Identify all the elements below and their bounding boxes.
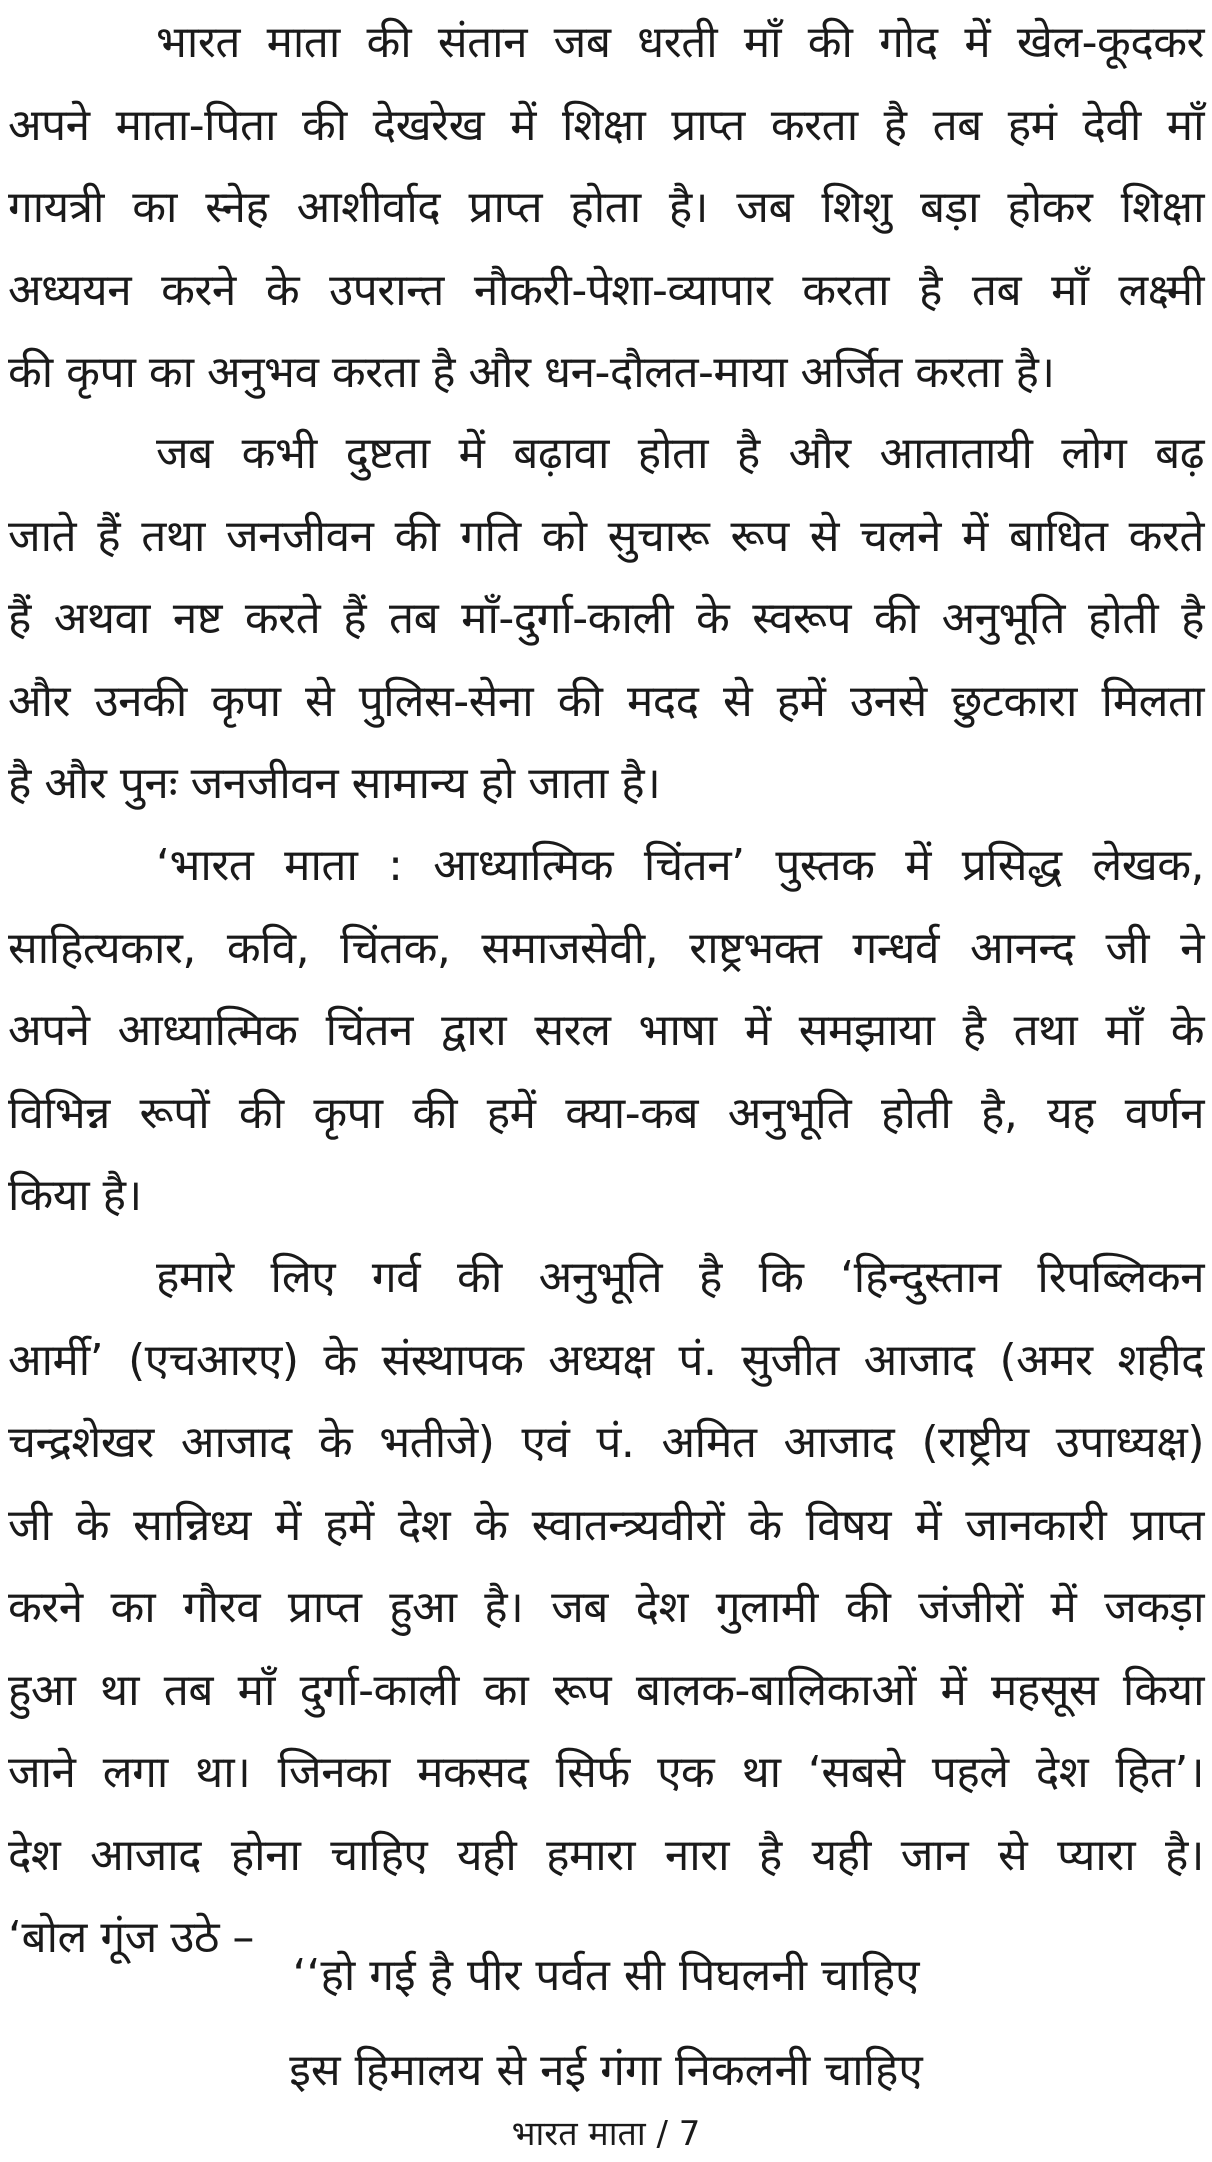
text-line: भारत माता की संतान जब धरती माँ की गोद में खेल-कूदकर bbox=[156, 17, 1204, 68]
paragraph-4 bbox=[8, 1237, 1204, 1980]
text-line: अपने आध्यात्मिक चिंतन द्वारा सरल भाषा में समझाया है तथा माँ के bbox=[8, 1005, 1204, 1056]
verse-line-1: ‘‘हो गई है पीर पर्वत सी पिघलनी चाहिए bbox=[292, 1950, 920, 2001]
text-line: की कृपा का अनुभव करता है और धन-दौलत-माया अर्जित करता है। bbox=[8, 347, 1055, 398]
text-line: हुआ था तब माँ दुर्गा-काली का रूप बालक-बालिकाओं में महसूस किया bbox=[8, 1664, 1204, 1716]
text-line: अध्ययन करने के उपरान्त नौकरी-पेशा-व्यापार करता है तब माँ लक्ष्मी bbox=[8, 264, 1204, 316]
text-line: ‘भारत माता : आध्यात्मिक चिंतन’ पुस्तक में प्रसिद्ध लेखक, bbox=[156, 840, 1204, 891]
text-line: गायत्री का स्नेह आशीर्वाद प्राप्त होता है। जब शिशु बड़ा होकर शिक्षा bbox=[8, 182, 1204, 233]
text-line: आर्मी’ (एचआरए) के संस्थापक अध्यक्ष पं. सुजीत आजाद (अमर शहीद bbox=[8, 1334, 1204, 1386]
text-line: है और पुनः जनजीवन सामान्य हो जाता है। bbox=[8, 758, 661, 809]
text-line: देश आजाद होना चाहिए यही हमारा नारा है यही जान से प्यारा है। bbox=[8, 1829, 1204, 1881]
verse-line-2: इस हिमालय से नई गंगा निकलनी चाहिए bbox=[289, 2045, 923, 2096]
text-line: किया है। bbox=[8, 1170, 142, 1221]
text-line: हमारे लिए गर्व की अनुभूति है कि ‘हिन्दुस्तान रिपब्लिकन bbox=[156, 1252, 1204, 1303]
text-line: करने का गौरव प्राप्त हुआ है। जब देश गुलामी की जंजीरों में जकड़ा bbox=[8, 1582, 1204, 1633]
text-line: जी के सान्निध्य में हमें देश के स्वातन्त्र्यवीरों के विषय में जानकारी प्राप्त bbox=[8, 1499, 1204, 1551]
text-line: जब कभी दुष्टता में बढ़ावा होता है और आतातायी लोग बढ़ bbox=[156, 428, 1204, 479]
text-line: साहित्यकार, कवि, चिंतक, समाजसेवी, राष्ट्रभक्त गन्धर्व आनन्द जी ने bbox=[8, 922, 1204, 974]
paragraph-2 bbox=[8, 413, 1204, 826]
text-line: ‘बोल गूंज उठे – bbox=[8, 1912, 254, 1963]
paragraph-1 bbox=[8, 2, 1204, 415]
text-line: जाने लगा था। जिनका मकसद सिर्फ एक था ‘सबसे पहले देश हित’। bbox=[8, 1747, 1204, 1798]
page-footer: भारत माता / 7 bbox=[511, 2114, 701, 2154]
text-line: अपने माता-पिता की देखरेख में शिक्षा प्राप्त करता है तब हमं देवी माँ bbox=[8, 99, 1204, 151]
text-line: और उनकी कृपा से पुलिस-सेना की मदद से हमें उनसे छुटकारा मिलता bbox=[8, 675, 1204, 727]
paragraph-3 bbox=[8, 825, 1204, 1238]
text-line: हैं अथवा नष्ट करते हैं तब माँ-दुर्गा-काली के स्वरूप की अनुभूति होती है bbox=[8, 593, 1204, 644]
text-line: विभिन्न रूपों की कृपा की हमें क्या-कब अनुभूति होती है, यह वर्णन bbox=[8, 1087, 1204, 1139]
text-line: जाते हैं तथा जनजीवन की गति को सुचारू रूप से चलने में बाधित करते bbox=[8, 510, 1204, 562]
text-line: चन्द्रशेखर आजाद के भतीजे) एवं पं. अमित आजाद (राष्ट्रीय उपाध्यक्ष) bbox=[8, 1417, 1204, 1468]
